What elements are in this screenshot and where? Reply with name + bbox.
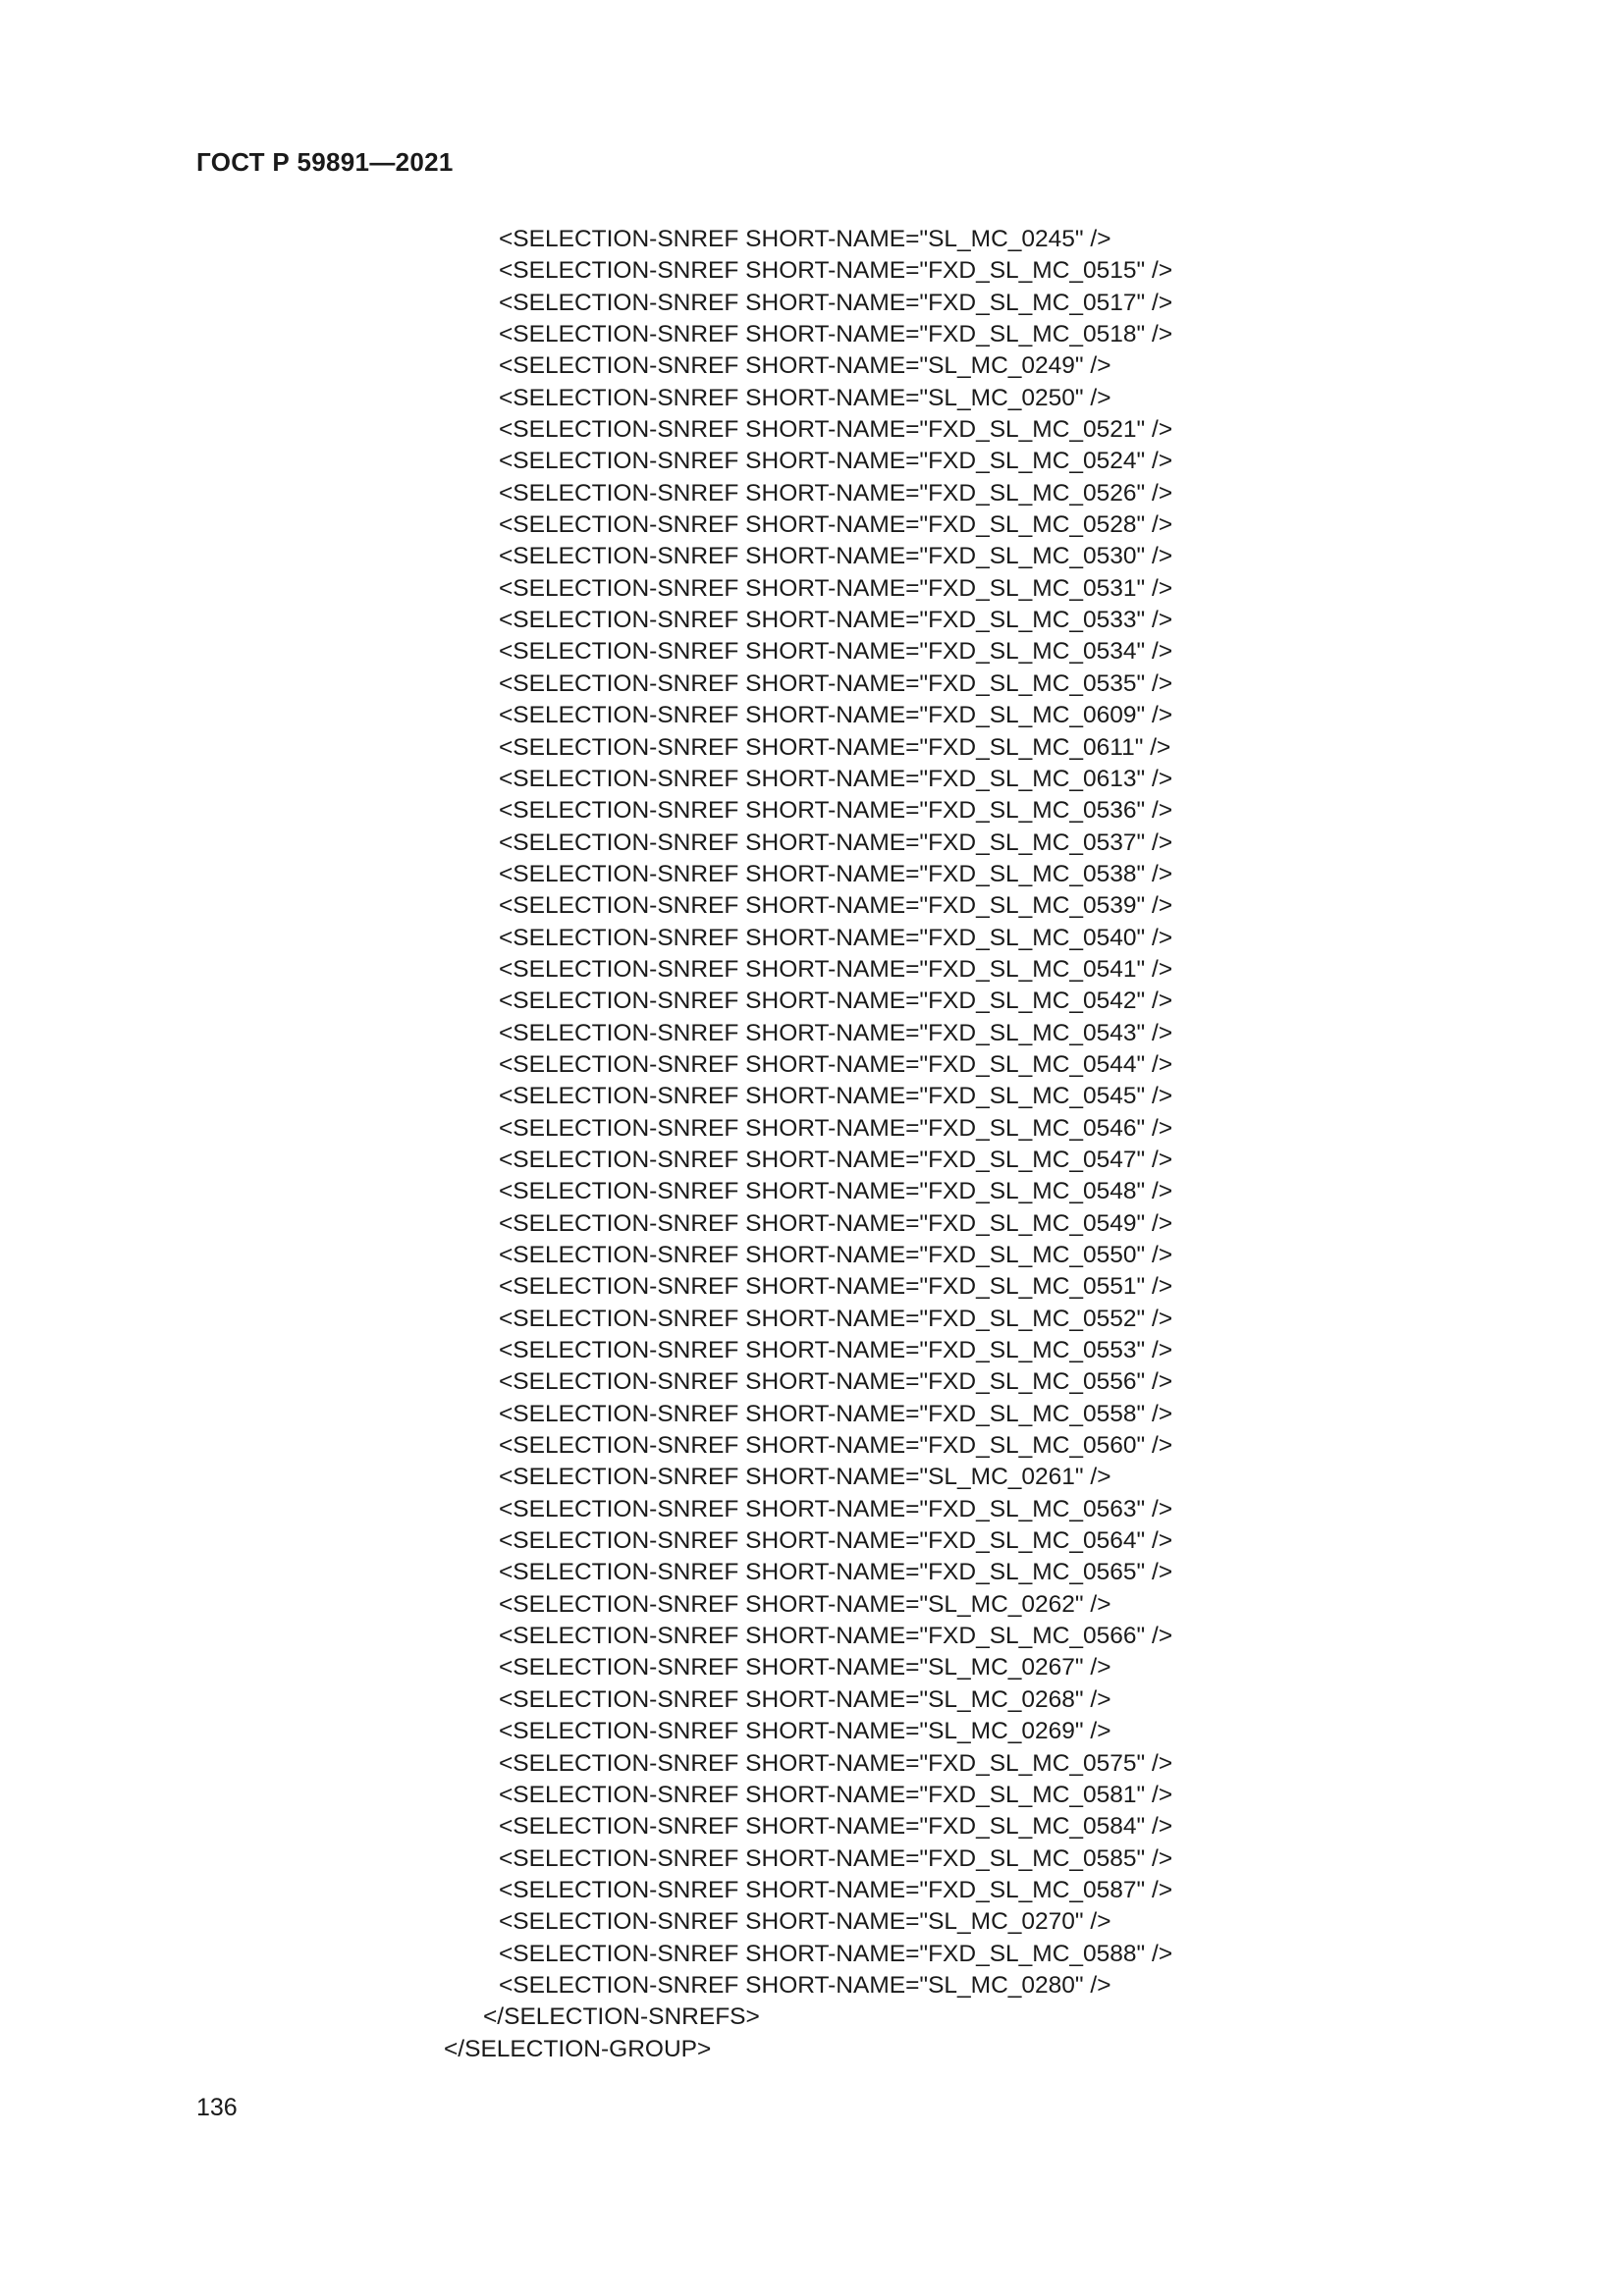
code-line: <SELECTION-SNREF SHORT-NAME="SL_MC_0269" /> [499,1718,1111,1745]
code-line: </SELECTION-GROUP> [444,2035,712,2062]
code-line: <SELECTION-SNREF SHORT-NAME="FXD_SL_MC_0538" /> [499,860,1173,887]
code-line: <SELECTION-SNREF SHORT-NAME="FXD_SL_MC_0549" /> [499,1209,1173,1237]
code-line: <SELECTION-SNREF SHORT-NAME="SL_MC_0268" /> [499,1685,1111,1713]
code-line: <SELECTION-SNREF SHORT-NAME="SL_MC_0250" /> [499,384,1111,411]
code-line: <SELECTION-SNREF SHORT-NAME="FXD_SL_MC_0531" /> [499,574,1173,602]
code-line: <SELECTION-SNREF SHORT-NAME="FXD_SL_MC_0521" /> [499,416,1173,444]
code-line: <SELECTION-SNREF SHORT-NAME="FXD_SL_MC_0584" /> [499,1813,1173,1841]
code-line: <SELECTION-SNREF SHORT-NAME="FXD_SL_MC_0534" /> [499,638,1173,666]
code-line: <SELECTION-SNREF SHORT-NAME="FXD_SL_MC_0585" /> [499,1844,1173,1872]
code-line: <SELECTION-SNREF SHORT-NAME="SL_MC_0261" /> [499,1464,1111,1491]
code-line: <SELECTION-SNREF SHORT-NAME="SL_MC_0262" /> [499,1590,1111,1618]
code-line: <SELECTION-SNREF SHORT-NAME="FXD_SL_MC_0558" /> [499,1400,1173,1427]
code-line: <SELECTION-SNREF SHORT-NAME="FXD_SL_MC_0611" /> [499,733,1171,761]
code-line: <SELECTION-SNREF SHORT-NAME="FXD_SL_MC_0515" /> [499,257,1173,285]
code-line: <SELECTION-SNREF SHORT-NAME="FXD_SL_MC_0544" /> [499,1050,1173,1078]
xml-code-listing [0,224,1624,2065]
code-line: <SELECTION-SNREF SHORT-NAME="FXD_SL_MC_0546" /> [499,1114,1173,1142]
code-line: <SELECTION-SNREF SHORT-NAME="FXD_SL_MC_0609" /> [499,702,1173,729]
document-header: ГОСТ Р 59891—2021 [196,147,454,177]
code-line: <SELECTION-SNREF SHORT-NAME="SL_MC_0249" /> [499,352,1111,380]
code-line: <SELECTION-SNREF SHORT-NAME="FXD_SL_MC_0575" /> [499,1749,1173,1777]
code-line: <SELECTION-SNREF SHORT-NAME="SL_MC_0280" /> [499,1971,1111,1999]
code-line: <SELECTION-SNREF SHORT-NAME="FXD_SL_MC_0566" /> [499,1623,1173,1650]
code-line: <SELECTION-SNREF SHORT-NAME="FXD_SL_MC_0533" /> [499,607,1173,634]
code-line: <SELECTION-SNREF SHORT-NAME="FXD_SL_MC_0524" /> [499,448,1173,475]
code-line: <SELECTION-SNREF SHORT-NAME="FXD_SL_MC_0517" /> [499,289,1173,316]
code-line: <SELECTION-SNREF SHORT-NAME="FXD_SL_MC_0541" /> [499,955,1173,983]
code-line: <SELECTION-SNREF SHORT-NAME="FXD_SL_MC_0556" /> [499,1368,1173,1396]
code-line: <SELECTION-SNREF SHORT-NAME="FXD_SL_MC_0551" /> [499,1273,1173,1301]
code-line: <SELECTION-SNREF SHORT-NAME="FXD_SL_MC_0560" /> [499,1432,1173,1460]
code-line: <SELECTION-SNREF SHORT-NAME="FXD_SL_MC_0536" /> [499,797,1173,825]
code-line: <SELECTION-SNREF SHORT-NAME="FXD_SL_MC_0613" /> [499,765,1173,792]
code-line: </SELECTION-SNREFS> [483,2003,760,2031]
code-line: <SELECTION-SNREF SHORT-NAME="FXD_SL_MC_0535" /> [499,669,1173,697]
code-line: <SELECTION-SNREF SHORT-NAME="FXD_SL_MC_0545" /> [499,1083,1173,1110]
code-line: <SELECTION-SNREF SHORT-NAME="FXD_SL_MC_0548" /> [499,1178,1173,1205]
code-line: <SELECTION-SNREF SHORT-NAME="FXD_SL_MC_0526" /> [499,479,1173,507]
code-line: <SELECTION-SNREF SHORT-NAME="SL_MC_0270" /> [499,1908,1111,1936]
code-line: <SELECTION-SNREF SHORT-NAME="FXD_SL_MC_0552" /> [499,1305,1173,1332]
code-line: <SELECTION-SNREF SHORT-NAME="FXD_SL_MC_0528" /> [499,511,1173,539]
code-line: <SELECTION-SNREF SHORT-NAME="FXD_SL_MC_0542" /> [499,988,1173,1015]
code-line: <SELECTION-SNREF SHORT-NAME="FXD_SL_MC_0588" /> [499,1940,1173,1967]
code-line: <SELECTION-SNREF SHORT-NAME="FXD_SL_MC_0553" /> [499,1337,1173,1364]
code-line: <SELECTION-SNREF SHORT-NAME="FXD_SL_MC_0539" /> [499,892,1173,920]
code-line: <SELECTION-SNREF SHORT-NAME="FXD_SL_MC_0537" /> [499,828,1173,856]
code-line: <SELECTION-SNREF SHORT-NAME="FXD_SL_MC_0564" /> [499,1527,1173,1555]
code-line: <SELECTION-SNREF SHORT-NAME="FXD_SL_MC_0547" /> [499,1146,1173,1173]
code-line: <SELECTION-SNREF SHORT-NAME="FXD_SL_MC_0581" /> [499,1781,1173,1808]
code-line: <SELECTION-SNREF SHORT-NAME="FXD_SL_MC_0543" /> [499,1019,1173,1046]
code-line: <SELECTION-SNREF SHORT-NAME="SL_MC_0245" /> [499,226,1111,252]
page-number: 136 [196,2094,238,2121]
code-line: <SELECTION-SNREF SHORT-NAME="FXD_SL_MC_0565" /> [499,1559,1173,1586]
code-line: <SELECTION-SNREF SHORT-NAME="SL_MC_0267" /> [499,1654,1111,1682]
code-line: <SELECTION-SNREF SHORT-NAME="FXD_SL_MC_0540" /> [499,924,1173,951]
code-line: <SELECTION-SNREF SHORT-NAME="FXD_SL_MC_0587" /> [499,1876,1173,1903]
code-line: <SELECTION-SNREF SHORT-NAME="FXD_SL_MC_0550" /> [499,1242,1173,1268]
code-line: <SELECTION-SNREF SHORT-NAME="FXD_SL_MC_0563" /> [499,1495,1173,1522]
code-line: <SELECTION-SNREF SHORT-NAME="FXD_SL_MC_0518" /> [499,321,1173,348]
code-line: <SELECTION-SNREF SHORT-NAME="FXD_SL_MC_0530" /> [499,543,1173,570]
